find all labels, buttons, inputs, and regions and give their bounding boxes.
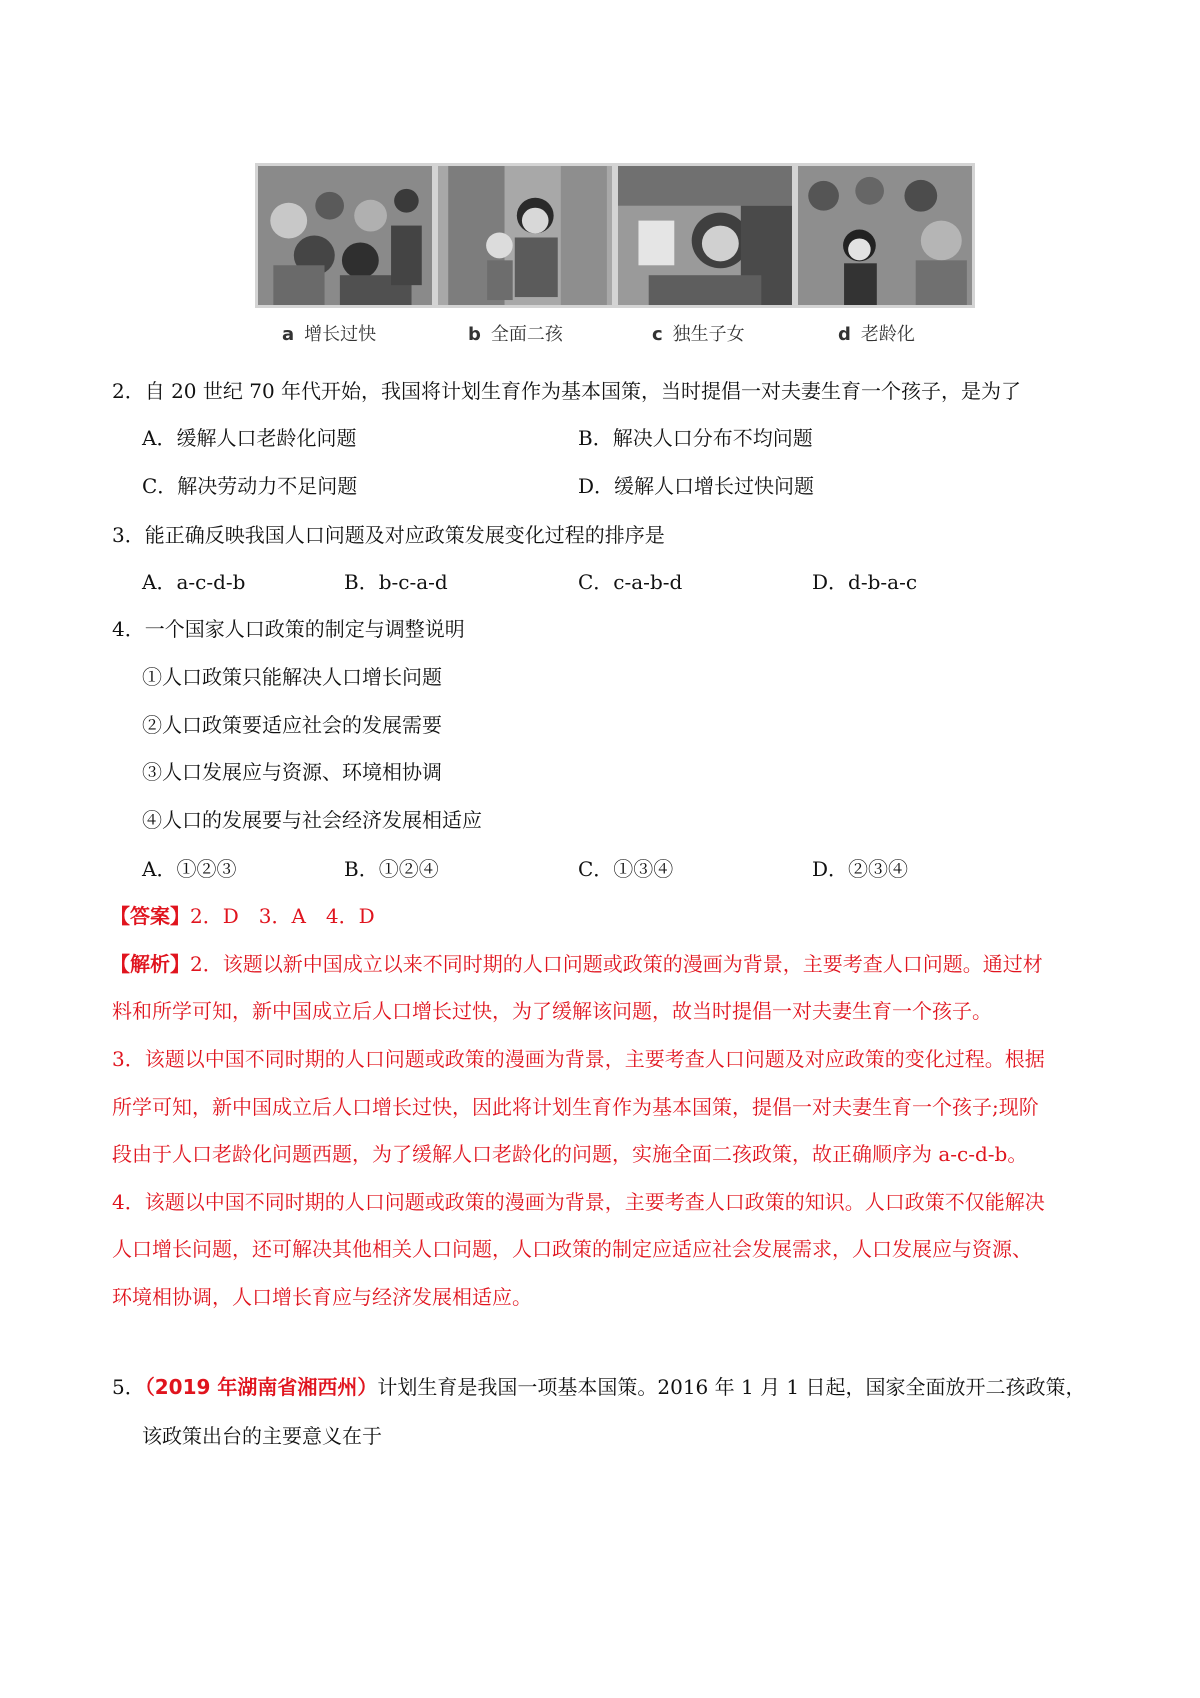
q2-option-a: A．缓解人口老龄化问题 [142,426,357,450]
q4-statement-4: ④人口的发展要与社会经济发展相适应 [142,808,482,832]
q3-option-b: B．b-c-a-d [344,570,448,594]
question-2-stem: 2．自 20 世纪 70 年代开始，我国将计划生育作为基本国策，当时提倡一对夫妻生育一个孩子，是为了 [112,379,1022,403]
cartoon-strip [255,163,975,308]
cartoon-captions [0,320,1200,344]
answer-text: 2．D 3．A 4．D [190,904,375,928]
cartoon-panel-a [258,166,432,305]
caption-d: d 老龄化 [838,324,915,345]
caption-a: a 增长过快 [282,324,377,345]
q2-option-c: C．解决劳动力不足问题 [142,474,358,498]
q4-option-b: B．①②④ [344,857,439,881]
question-5-line-2: 该政策出台的主要意义在于 [142,1424,382,1448]
q5-number: 5． [112,1375,145,1399]
answer-label: 【答案】 [110,904,190,928]
caption-c: c 独生子女 [652,324,745,345]
analysis-4-line-3: 环境相协调，人口增长育应与经济发展相适应。 [112,1285,532,1309]
analysis-3-line-3: 段由于人口老龄化问题西题，为了缓解人口老龄化的问题，实施全面二孩政策，故正确顺序为 a-c-d-b。 [112,1142,1028,1166]
question-5-line-1 [112,1371,1086,1400]
analysis-2-line-2: 料和所学可知，新中国成立后人口增长过快，为了缓解该问题，故当时提倡一对夫妻生育一个孩子。 [112,999,992,1023]
cartoon-panel-d [798,166,972,305]
q5-stem-1: 计划生育是我国一项基本国策。2016 年 1 月 1 日起，国家全面放开二孩政策， [377,1375,1086,1399]
cartoon-panel-b [438,166,612,305]
q4-statement-3: ③人口发展应与资源、环境相协调 [142,760,442,784]
answer-block [110,900,375,929]
q3-option-d: D．d-b-a-c [812,570,918,594]
question-3-stem: 3．能正确反映我国人口问题及对应政策发展变化过程的排序是 [112,523,665,547]
q3-option-c: C．c-a-b-d [578,570,683,594]
question-4-stem: 4．一个国家人口政策的制定与调整说明 [112,617,465,641]
q4-option-d: D．②③④ [812,857,909,881]
analysis-4-line-2: 人口增长问题，还可解决其他相关人口问题，人口政策的制定应适应社会发展需求，人口发展应与资源、 [112,1237,1032,1261]
q2-option-b: B．解决人口分布不均问题 [578,426,813,450]
q4-statement-1: ①人口政策只能解决人口增长问题 [142,665,442,689]
analysis-3-line-1: 3．该题以中国不同时期的人口问题或政策的漫画为背景，主要考查人口问题及对应政策的变化过程。根据 [112,1047,1045,1071]
cartoon-panel-c [618,166,792,305]
q2-option-d: D．缓解人口增长过快问题 [578,474,815,498]
analysis-2-text-1: 2．该题以新中国成立以来不同时期的人口问题或政策的漫画为背景，主要考查人口问题。通过材 [190,952,1043,976]
q4-option-a: A．①②③ [142,857,237,881]
caption-b: b 全面二孩 [468,324,563,345]
q4-option-c: C．①③④ [578,857,674,881]
analysis-3-line-2: 所学可知，新中国成立后人口增长过快，因此将计划生育作为基本国策，提倡一对夫妻生育一个孩子;现阶 [112,1095,1039,1119]
analysis-label: 【解析】 [110,952,190,976]
q5-source: （2019 年湖南省湘西州） [144,1375,378,1399]
q4-statement-2: ②人口政策要适应社会的发展需要 [142,713,442,737]
analysis-4-line-1: 4．该题以中国不同时期的人口问题或政策的漫画为背景，主要考查人口政策的知识。人口政策不仅能解决 [112,1190,1045,1214]
analysis-2-line-1 [110,948,1043,977]
q3-option-a: A．a-c-d-b [142,570,246,594]
